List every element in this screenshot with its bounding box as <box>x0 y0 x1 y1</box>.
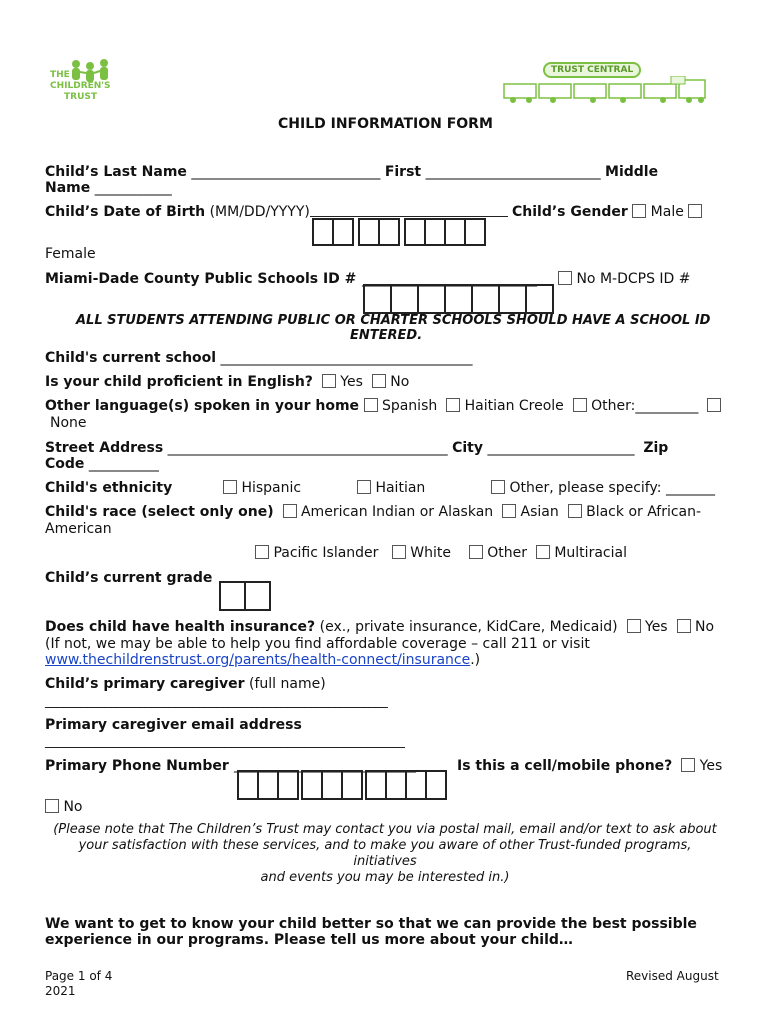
english-yes-label: Yes <box>340 374 363 390</box>
last-name-label: Child’s Last Name <box>45 164 187 180</box>
insurance-no-checkbox[interactable] <box>677 619 691 633</box>
american-indian-label: American Indian or Alaskan <box>300 504 494 520</box>
language-other-field[interactable]: _________ <box>635 398 699 414</box>
pacific-label: Pacific Islander <box>273 545 379 561</box>
cell-yes-label: Yes <box>699 758 723 774</box>
haitian-checkbox[interactable] <box>357 480 371 494</box>
ethnicity-other-label: Other, please specify: <box>509 480 662 496</box>
zip-row <box>45 456 159 473</box>
last-name-field[interactable]: ___________________________ <box>191 164 381 180</box>
cell-yes-checkbox[interactable] <box>681 758 695 772</box>
race-row-2 <box>255 545 627 562</box>
black-label: Black or African- <box>586 504 702 520</box>
school-id-notice-2: ENTERED. <box>350 328 423 343</box>
city-field[interactable]: _____________________ <box>487 440 635 456</box>
dob-label: Child’s Date of Birth <box>45 204 206 220</box>
insurance-examples: (ex., private insurance, KidCare, Medicaid) <box>319 619 618 635</box>
black-checkbox[interactable] <box>568 504 582 518</box>
insurance-yes-checkbox[interactable] <box>627 619 641 633</box>
insurance-yes-label: Yes <box>645 619 668 635</box>
haitian-option <box>357 480 425 497</box>
ethnicity-other-option <box>491 480 715 497</box>
race-label: Child's race (select only one) <box>45 504 274 520</box>
insurance-label: Does child have health insurance? <box>45 619 316 635</box>
language-row <box>45 398 721 415</box>
middle-name-label-2: Name <box>45 180 91 196</box>
grade-label: Child’s current grade <box>45 570 213 586</box>
zip-label: Zip <box>643 440 669 456</box>
insurance-link-row <box>45 652 480 669</box>
first-name-field[interactable]: _________________________ <box>425 164 601 180</box>
male-checkbox[interactable] <box>632 204 646 218</box>
language-other-label: Other: <box>591 398 636 414</box>
mdcps-boxes[interactable] <box>363 284 552 314</box>
insurance-help: (If not, we may be able to help you find affordable coverage – call 211 or visit <box>45 636 590 652</box>
female-label: Female <box>45 246 96 262</box>
middle-name-label: Middle <box>605 164 659 180</box>
cell-no-row <box>45 799 83 816</box>
gender-row <box>512 204 702 221</box>
footer-page: Page 1 of 4 <box>45 969 113 983</box>
form-title: CHILD INFORMATION FORM <box>278 116 493 132</box>
contact-note <box>45 822 725 886</box>
first-name-label: First <box>384 164 422 180</box>
school-row <box>45 350 473 367</box>
address-row <box>45 440 668 457</box>
gender-label: Child’s Gender <box>512 204 628 220</box>
language-other-checkbox[interactable] <box>573 398 587 412</box>
no-mdcps-checkbox[interactable] <box>558 271 572 285</box>
black-label-2: American <box>45 521 112 537</box>
dob-row <box>45 204 310 221</box>
school-field[interactable]: ____________________________________ <box>220 350 473 366</box>
white-checkbox[interactable] <box>392 545 406 559</box>
dob-format: (MM/DD/YYYY) <box>209 204 310 220</box>
caregiver-field[interactable]: __________________________________________________________ <box>45 694 388 709</box>
school-label: Child's current school <box>45 350 217 366</box>
childrens-trust-logo <box>44 58 124 108</box>
phone-line: __________________________ <box>234 757 416 773</box>
male-label: Male <box>650 204 684 220</box>
contact-note-line-1: (Please note that The Children’s Trust may contact you via postal mail, email and/or text to ask about <box>53 822 717 837</box>
caregiver-row <box>45 676 326 693</box>
cell-phone-label: Is this a cell/mobile phone? <box>457 758 673 774</box>
hispanic-option <box>223 480 301 497</box>
code-label: Code <box>45 456 85 472</box>
creole-label: Haitian Creole <box>464 398 564 414</box>
ethnicity-other-field[interactable]: _______ <box>665 480 715 496</box>
no-mdcps-label: No M-DCPS ID # <box>576 271 691 287</box>
cell-no-label: No <box>63 799 83 815</box>
english-no-checkbox[interactable] <box>372 374 386 388</box>
english-label: Is your child proficient in English? <box>45 374 313 390</box>
asian-checkbox[interactable] <box>502 504 516 518</box>
asian-label: Asian <box>520 504 559 520</box>
ethnicity-other-checkbox[interactable] <box>491 480 505 494</box>
city-label: City <box>452 440 483 456</box>
cell-phone-row <box>457 758 722 775</box>
language-none-label: None <box>50 415 87 431</box>
closing-line-2: experience in our programs. Please tell us more about your child… <box>45 932 573 948</box>
multiracial-label: Multiracial <box>554 545 627 561</box>
school-id-notice-1: ALL STUDENTS ATTENDING PUBLIC OR CHARTER SCHOOLS SHOULD HAVE A SCHOOL ID <box>76 313 711 328</box>
grade-boxes[interactable] <box>219 581 269 611</box>
race-other-label: Other <box>487 545 527 561</box>
race-row <box>45 504 701 521</box>
logo-line-3: TRUST <box>64 92 97 102</box>
insurance-link[interactable]: www.thechildrenstrust.org/parents/health-connect/insurance <box>45 652 471 668</box>
train-icon <box>503 76 713 104</box>
middle-name-row <box>45 180 172 197</box>
dob-boxes[interactable] <box>312 218 484 246</box>
street-field[interactable]: ________________________________________ <box>167 440 448 456</box>
insurance-no-label: No <box>694 619 715 635</box>
email-field[interactable]: __________________________________________________________ <box>45 734 405 749</box>
race-other-checkbox[interactable] <box>469 545 483 559</box>
english-no-label: No <box>390 374 410 390</box>
haitian-label: Haitian <box>375 480 426 496</box>
mdcps-label: Miami-Dade County Public Schools ID # <box>45 271 357 287</box>
caregiver-label: Child’s primary caregiver <box>45 676 245 692</box>
multiracial-checkbox[interactable] <box>536 545 550 559</box>
closing-line-1: We want to get to know your child better so that we can provide the best possible <box>45 916 697 932</box>
creole-checkbox[interactable] <box>446 398 460 412</box>
female-checkbox[interactable] <box>688 204 702 218</box>
insurance-row <box>45 619 714 636</box>
cell-no-checkbox[interactable] <box>45 799 59 813</box>
hispanic-label: Hispanic <box>241 480 302 496</box>
email-label: Primary caregiver email address <box>45 717 302 733</box>
insurance-link-end: .) <box>470 652 481 668</box>
white-label: White <box>410 545 451 561</box>
footer-revised: Revised August <box>626 969 719 983</box>
pacific-checkbox[interactable] <box>255 545 269 559</box>
ethnicity-label: Child's ethnicity <box>45 480 173 496</box>
spanish-label: Spanish <box>381 398 438 414</box>
no-mdcps-row <box>558 271 691 288</box>
train-title: TRUST CENTRAL <box>543 62 641 78</box>
dob-line <box>310 216 508 217</box>
spanish-checkbox[interactable] <box>364 398 378 412</box>
logo-line-2: CHILDREN'S <box>50 81 111 91</box>
phone-label: Primary Phone Number <box>45 758 229 774</box>
name-row <box>45 164 658 181</box>
trust-central-train <box>503 62 713 104</box>
language-label: Other language(s) spoken in your home <box>45 398 360 414</box>
logo-line-1: THE <box>50 70 70 80</box>
caregiver-hint: (full name) <box>249 676 326 692</box>
zip-field[interactable]: __________ <box>88 456 159 472</box>
hispanic-checkbox[interactable] <box>223 480 237 494</box>
footer-year: 2021 <box>45 984 76 998</box>
middle-name-field[interactable]: ___________ <box>94 180 172 196</box>
phone-boxes[interactable] <box>237 770 445 800</box>
contact-note-line-3: and events you may be interested in.) <box>260 870 510 885</box>
contact-note-line-2: your satisfaction with these services, and to make you aware of other Trust-funded programs, initiatives <box>78 838 692 869</box>
english-row <box>45 374 409 391</box>
american-indian-checkbox[interactable] <box>283 504 297 518</box>
english-yes-checkbox[interactable] <box>322 374 336 388</box>
mdcps-line: _________________________ <box>362 271 537 287</box>
language-none-checkbox[interactable] <box>707 398 721 412</box>
street-label: Street Address <box>45 440 164 456</box>
